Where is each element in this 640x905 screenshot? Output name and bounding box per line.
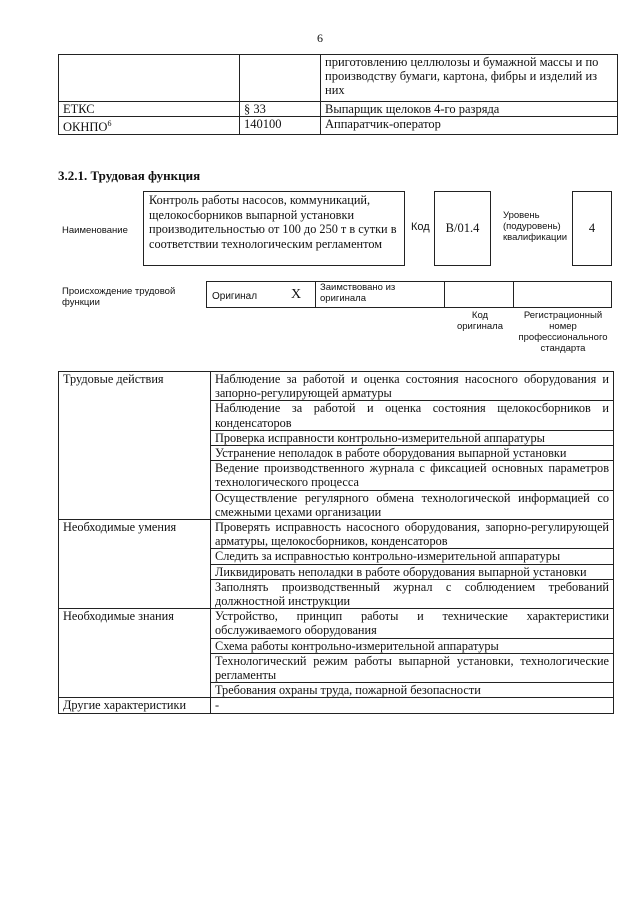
- list-item: Осуществление регулярного обмена технологической информацией со смежными цехами организации: [215, 490, 609, 519]
- function-name-box: Контроль работы насосов, коммуникаций, щелокосборников выпарной установки производительностью от 100 до 250 т в сутки в соответствии технологическим регламентом: [143, 191, 405, 266]
- list-item: -: [215, 698, 220, 713]
- original-mark: X: [291, 287, 302, 302]
- list-item: Заполнять производственный журнал с соблюдением требований должностной инструкции: [215, 579, 609, 609]
- list-item: Ликвидировать неполадки в работе оборудования выпарной установки: [211, 565, 613, 580]
- top-classifier-table: [58, 54, 618, 135]
- section-title: 3.2.1. Трудовая функция: [58, 168, 201, 183]
- table-row: [59, 117, 618, 135]
- table-cell: § 33: [240, 102, 321, 117]
- row-label: Необходимые знания: [59, 609, 211, 697]
- table-cell: приготовлению целлюлозы и бумажной массы и по производству бумаги, картона, фибры и изделий из них: [321, 55, 618, 102]
- table-cell: [240, 55, 321, 102]
- origin-code-cell: [444, 281, 514, 308]
- list-item: Технологический режим работы выпарной установки, технологические регламенты: [211, 654, 613, 683]
- code-caption: Код оригинала: [456, 310, 503, 332]
- footnote-mark: 6: [107, 119, 112, 128]
- code-box: B/01.4: [434, 191, 491, 266]
- table-cell: Выпарщик щелоков 4-го разряда: [321, 102, 618, 117]
- list-item: Следить за исправностью контрольно-измерительной аппаратуры: [211, 549, 613, 564]
- list-item: Устранение неполадок в работе оборудования выпарной установки: [211, 446, 613, 461]
- list-item: Устройство, принцип работы и технические характеристики обслуживаемого оборудования: [211, 609, 613, 638]
- regnum-caption: Регистрационный номер профессионального стандарта: [518, 310, 608, 354]
- list-item: Требования охраны труда, пожарной безопасности: [215, 683, 481, 698]
- row-label: Необходимые умения: [59, 520, 211, 608]
- original-label: Оригинал: [212, 291, 258, 302]
- row-items: [211, 609, 613, 697]
- row-items: [211, 372, 613, 519]
- okpdtr-label: ОКНПО: [63, 120, 108, 135]
- table-cell: 140100: [240, 117, 321, 135]
- main-table: [58, 371, 614, 714]
- list-item: Проверка исправности контрольно-измерительной аппаратуры: [211, 431, 613, 446]
- origin-label: Происхождение трудовой функции: [62, 286, 176, 308]
- row-items: [211, 698, 613, 712]
- borrowed-label: Заимствовано из оригинала: [320, 282, 396, 304]
- row-label: Трудовые действия: [59, 372, 211, 519]
- table-row: [59, 698, 613, 712]
- code-label: Код: [411, 221, 430, 233]
- level-box: 4: [572, 191, 612, 266]
- table-row: [59, 520, 613, 609]
- list-item: Ведение производственного журнала с фиксацией основных параметров технологического процесса: [211, 461, 613, 490]
- list-item: Наблюдение за работой и оценка состояния насосного оборудования и запорно-регулирующей арматуры: [211, 372, 613, 401]
- list-item: Схема работы контрольно-измерительной аппаратуры: [211, 639, 613, 654]
- level-label: Уровень (подуровень) квалификации: [503, 210, 568, 243]
- row-label: Другие характеристики: [59, 698, 211, 712]
- list-item: Проверять исправность насосного оборудования, запорно-регулирующей арматуры, щелокосборников, конденсаторов: [211, 520, 613, 549]
- origin-regnum-cell: [513, 281, 612, 308]
- table-cell: [59, 117, 240, 135]
- list-item: Наблюдение за работой и оценка состояния щелокосборников и конденсаторов: [211, 401, 613, 430]
- table-row: [59, 55, 618, 102]
- table-row: [59, 372, 613, 520]
- table-row: [59, 609, 613, 698]
- table-cell: Аппаратчик-оператор: [321, 117, 618, 135]
- table-row: [59, 102, 618, 117]
- table-cell: [59, 55, 240, 102]
- row-items: [211, 520, 613, 608]
- table-cell: ЕТКС: [59, 102, 240, 117]
- page-number: 6: [317, 31, 323, 45]
- name-label: Наименование: [62, 225, 128, 236]
